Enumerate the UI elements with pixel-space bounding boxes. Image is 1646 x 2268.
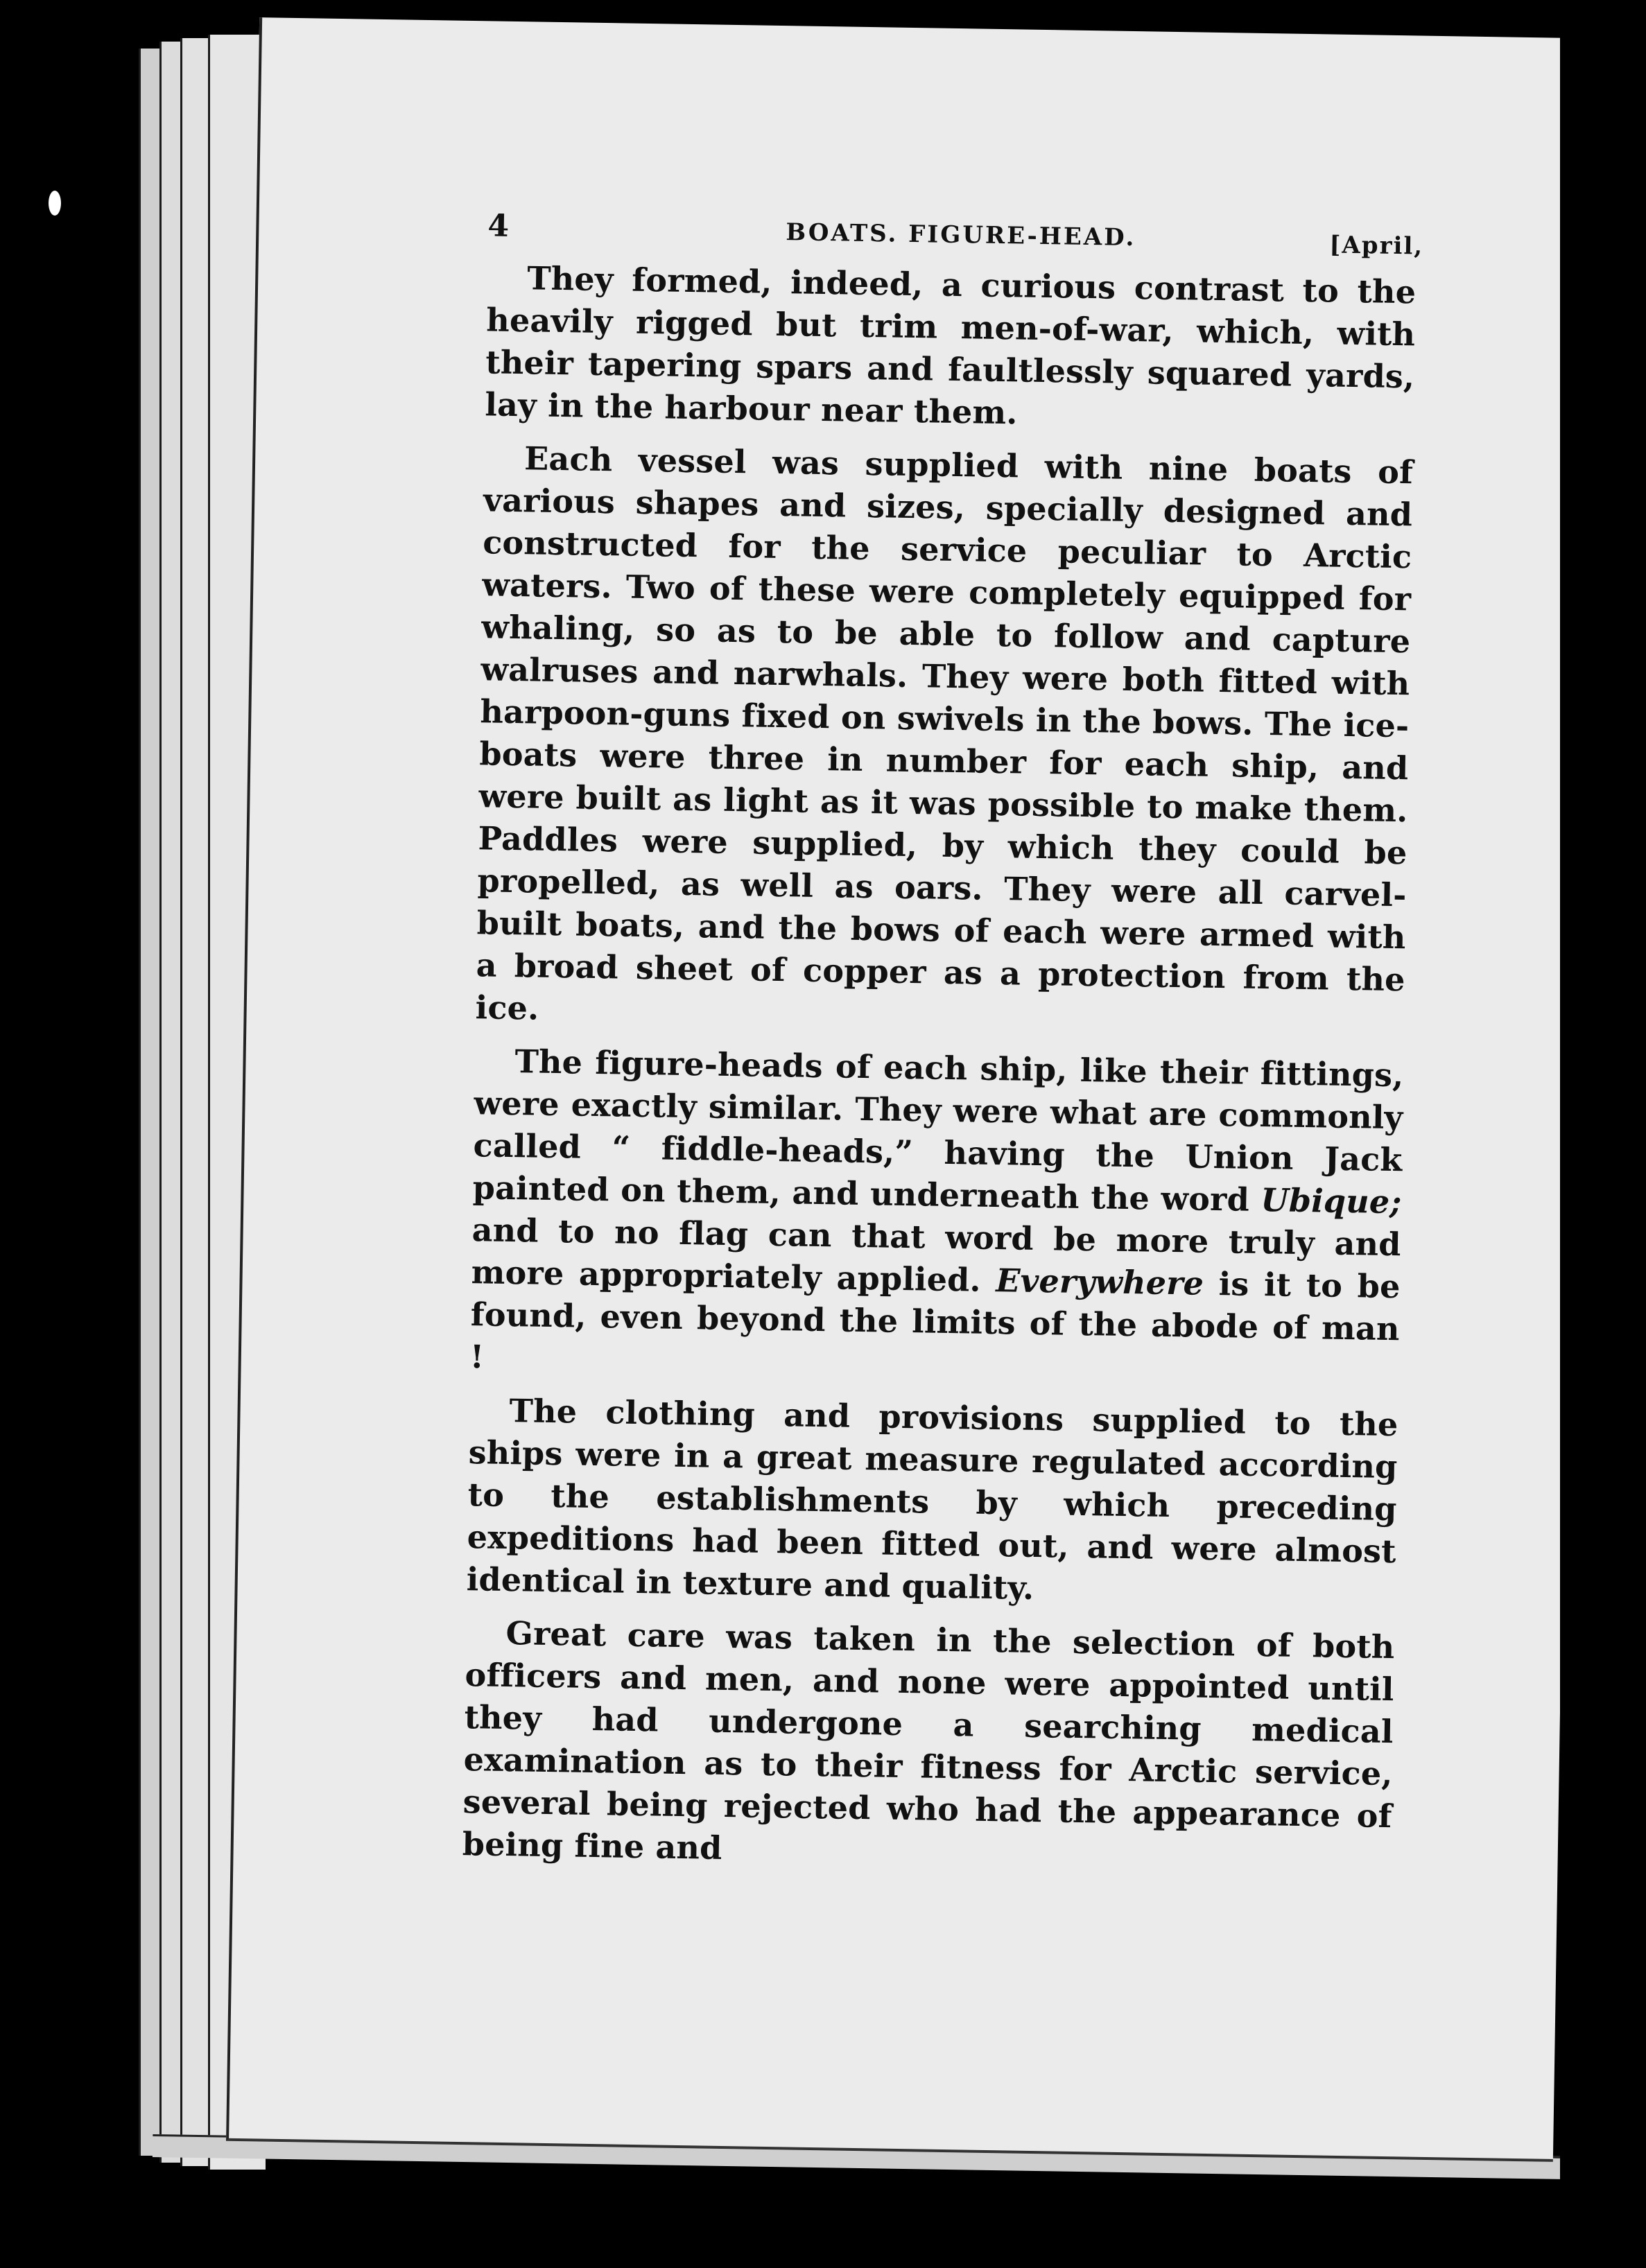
scan-artifact-mark	[49, 191, 61, 216]
paragraph-clothing: The clothing and provisions supplied to the ships were in a great measure regulated according to the establishments by which preceding expeditions had been fitted out, and were almost identical in texture and quality.	[466, 1392, 1398, 1607]
running-head-month: [April,	[1329, 231, 1424, 261]
paragraph-boats: Each vessel was supplied with nine boats of various shapes and sizes, specially designed and constructed for the service peculiar to Arctic waters. Two of these were completely equipped for whaling, so as to be able to follow and capture walruses and narwhals. They were both fitted with harpoon-guns fixed on swivels in the bows. The ice-boats were three in number for each ship, and were built as light as it was possible to make them. Paddles were supplied, by which they could be propelled, as well as oars. They were all carvel-built boats, and the bows of each were armed with a broad sheet of copper as a protection from the ice.	[475, 439, 1414, 1027]
scan-right-shadow	[1560, 0, 1646, 2268]
book-page	[226, 17, 1586, 2162]
text-run: and to no flag can that word be more truly and more appropriately applied.	[471, 1211, 1402, 1300]
paragraph-figure-heads	[469, 1040, 1403, 1393]
page-text-block	[462, 208, 1424, 1891]
paragraph-contrast: They formed, indeed, a curious contrast to the heavily rigged but trim men-of-war, which, with their tapering spars and faultlessly squared yards, lay in the harbour near them.	[485, 259, 1417, 432]
italic-everywhere: Everywhere	[995, 1262, 1204, 1302]
text-run: The figure-heads of each ship, like their fittings, were exactly similar. They were what are commonly called “ fiddle-heads,” having the Union Jack painted on them, and underneath the word	[472, 1043, 1404, 1219]
running-head-title: BOATS. FIGURE-HEAD.	[786, 218, 1136, 252]
paragraph-selection: Great care was taken in the selection of both officers and men, and none were appointed until they had undergone a searching medical examination as to their fitness for Arctic service, several being rejected who had the appearance of being fine and	[462, 1614, 1395, 1867]
italic-ubique: Ubique;	[1261, 1181, 1402, 1221]
text-run: is it to be found, even beyond the limits of the abode of man !	[469, 1264, 1401, 1376]
page-number: 4	[487, 208, 510, 244]
